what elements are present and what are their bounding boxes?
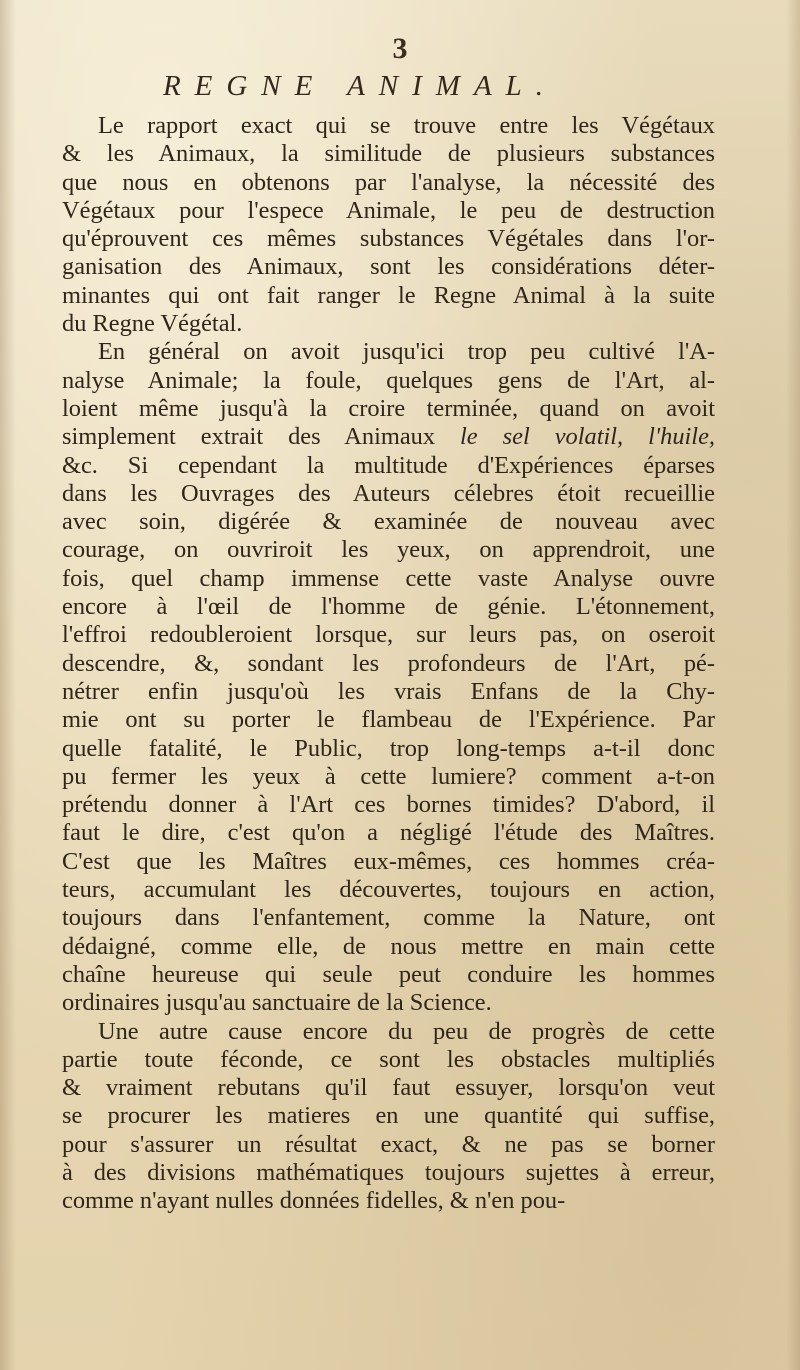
text-line-content: quelle fatalité, le Public, trop long-temps a-t-il donc [62, 734, 715, 762]
text-line-content: dédaigné, comme elle, de nous mettre en main cette [62, 932, 715, 960]
text-line-content: nalyse Animale; la foule, quelques gens de l'Art, al- [62, 366, 715, 394]
text-line [62, 876, 715, 904]
text-line [62, 1187, 715, 1215]
text-line-content: pu fermer les yeux à cette lumiere? comment a-t-on [62, 762, 715, 790]
text-line-content: teurs, accumulant les découvertes, toujours en action, [62, 876, 715, 904]
text-line [62, 961, 715, 989]
text-line-content: du Regne Végétal. [62, 310, 243, 338]
text-line-content: prétendu donner à l'Art ces bornes timides? D'abord, il [62, 791, 715, 819]
text-line-content: l'effroi redoubleroient lorsque, sur leurs pas, on oseroit [62, 621, 715, 649]
text-line [62, 565, 715, 593]
text-line [62, 678, 715, 706]
text-line-content: à des divisions mathématiques toujours sujettes à erreur, [62, 1158, 715, 1186]
running-head: REGNE ANIMAL. [162, 70, 558, 102]
body-text [62, 112, 715, 1216]
text-line-content: se procurer les matieres en une quantité qui suffise, [62, 1102, 715, 1130]
text-line [62, 819, 715, 847]
text-line [62, 282, 715, 310]
text-line [62, 1102, 715, 1130]
text-line [62, 480, 715, 508]
text-line-content: minantes qui ont fait ranger le Regne Animal à la suite [62, 281, 715, 309]
text-line-content: encore à l'œil de l'homme de génie. L'étonnement, [62, 593, 715, 621]
text-line-content: dans les Ouvrages des Auteurs célebres étoit recueillie [62, 479, 715, 507]
text-line [62, 706, 715, 734]
text-line [62, 989, 715, 1017]
text-line [62, 791, 715, 819]
page-number: 3 [392, 32, 408, 65]
text-line-content: loient même jusqu'à la croire terminée, quand on avoit [62, 394, 715, 422]
text-line-content: faut le dire, c'est qu'on a négligé l'étude des Maîtres. [62, 819, 715, 847]
text-line-content: ganisation des Animaux, sont les considérations déter- [62, 253, 715, 281]
text-line [62, 225, 715, 253]
text-line [62, 1018, 715, 1046]
text-line-content: Une autre cause encore du peu de progrès de cette [98, 1017, 715, 1045]
text-line [62, 423, 715, 451]
text-line-content: que nous en obtenons par l'analyse, la nécessité des [62, 168, 715, 196]
text-line-content: Le rapport exact qui se trouve entre les Végétaux [98, 112, 715, 139]
text-line [62, 310, 715, 338]
text-line [62, 140, 715, 168]
text-line-content: courage, on ouvriroit les yeux, on apprendroit, une [62, 536, 715, 564]
text-line-content: En général on avoit jusqu'ici trop peu cultivé l'A- [98, 338, 715, 366]
text-line-content: comme n'ayant nulles données fidelles, & n'en pou- [62, 1187, 566, 1215]
text-line [62, 593, 715, 621]
text-line-content: qu'éprouvent ces mêmes substances Végétales dans l'or- [62, 225, 715, 253]
text-line [62, 253, 715, 281]
text-line [62, 735, 715, 763]
text-line [62, 536, 715, 564]
text-line-content: toujours dans l'enfantement, comme la Nature, ont [62, 904, 715, 932]
text-line-content: simplement extrait des Animaux [62, 423, 461, 451]
text-line [62, 1159, 715, 1187]
text-line-content: partie toute féconde, ce sont les obstacles multipliés [62, 1045, 715, 1073]
text-line [62, 367, 715, 395]
text-line-content: mie ont su porter le flambeau de l'Expérience. Par [62, 706, 715, 734]
text-line [62, 848, 715, 876]
text-line-content: C'est que les Maîtres eux-mêmes, ces hommes créa- [62, 847, 715, 875]
text-line [62, 1074, 715, 1102]
text-line-content: chaîne heureuse qui seule peut conduire les hommes [62, 960, 715, 988]
text-line-content: & vraiment rebutans qu'il faut essuyer, lorsqu'on veut [62, 1074, 715, 1102]
text-line-content: &c. Si cependant la multitude d'Expériences éparses [62, 451, 715, 479]
text-line [62, 112, 715, 140]
text-line [62, 904, 715, 932]
text-line [62, 452, 715, 480]
text-line-content: Végétaux pour l'espece Animale, le peu de destruction [62, 196, 715, 224]
text-line-content: descendre, &, sondant les profondeurs de l'Art, pé- [62, 649, 715, 677]
text-line [62, 395, 715, 423]
text-line [62, 197, 715, 225]
text-line-content: & les Animaux, la similitude de plusieurs substances [62, 140, 715, 168]
text-line-content: pour s'assurer un résultat exact, & ne pas se borner [62, 1130, 715, 1158]
text-line-content: nétrer enfin jusqu'où les vrais Enfans de la Chy- [62, 677, 715, 705]
text-line [62, 169, 715, 197]
text-line-content: ordinaires jusqu'au sanctuaire de la Science. [62, 989, 492, 1017]
text-line [62, 1131, 715, 1159]
text-line [62, 338, 715, 366]
text-line-content: avec soin, digérée & examinée de nouveau avec [62, 508, 715, 536]
text-line [62, 621, 715, 649]
italic-term: le sel volatil, l'huile, [460, 423, 715, 451]
text-line [62, 933, 715, 961]
text-line [62, 508, 715, 536]
text-line [62, 650, 715, 678]
text-line-content: fois, quel champ immense cette vaste Analyse ouvre [62, 564, 715, 592]
text-line [62, 763, 715, 791]
text-line [62, 1046, 715, 1074]
